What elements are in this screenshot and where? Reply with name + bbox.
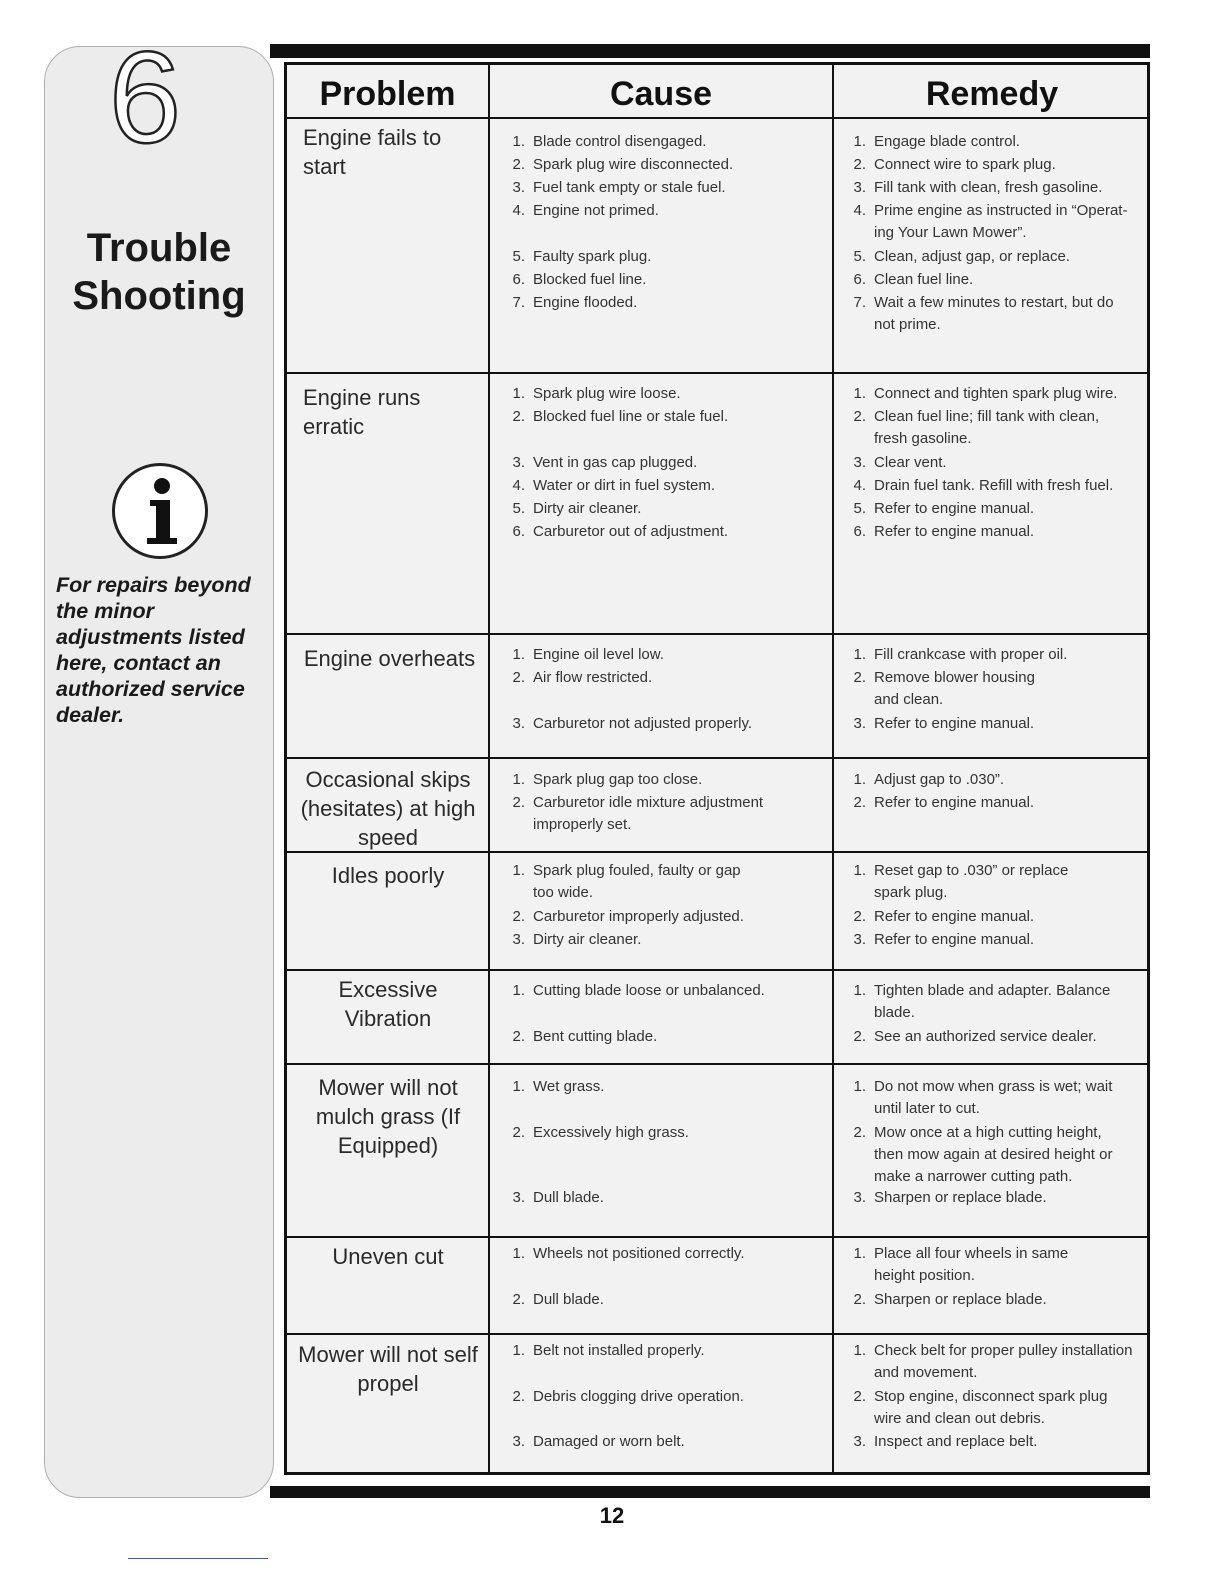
footer-link-underline (128, 1558, 268, 1559)
section-title (44, 224, 274, 320)
problem-cell: Engine fails to start (303, 125, 442, 179)
remedy-item-number: 2. (853, 908, 866, 925)
remedy-item-number: 3. (853, 1433, 866, 1450)
cause-item-text: Excessively high grass. (533, 1124, 689, 1141)
remedy-item-number: 1. (853, 133, 866, 150)
cause-item-number: 1. (512, 982, 525, 999)
cause-item-text: Fuel tank empty or stale fuel. (533, 179, 726, 196)
cause-item-number: 2. (512, 1124, 525, 1141)
cause-item-text: Engine flooded. (533, 294, 638, 311)
remedy-item-text: Prime engine as instructed in “Operat- ing Your Lawn Mower”. (874, 202, 1128, 241)
remedy-item-text: Refer to engine manual. (874, 908, 1035, 925)
section-title-line-2: Shooting (72, 274, 246, 318)
info-icon (112, 463, 208, 559)
problem-cell: Uneven cut (332, 1244, 444, 1269)
remedy-item-text: Refer to engine manual. (874, 523, 1035, 540)
cause-item-number: 2. (512, 408, 525, 425)
cause-item-text: Dull blade. (533, 1291, 604, 1308)
cause-item-text: Spark plug wire loose. (533, 385, 681, 402)
problem-cell: Occasional skips (hesitates) at high speed (300, 767, 476, 850)
row-divider (287, 757, 1147, 759)
column-divider (488, 65, 490, 1472)
problem-cell: Excessive Vibration (338, 977, 438, 1031)
remedy-item-number: 3. (853, 931, 866, 948)
remedy-item-number: 2. (853, 1028, 866, 1045)
remedy-item-text: Refer to engine manual. (874, 500, 1035, 517)
remedy-item-number: 1. (853, 771, 866, 788)
bottom-rule (270, 1486, 1150, 1498)
remedy-item-number: 1. (853, 1342, 866, 1359)
cause-item-text: Blocked fuel line or stale fuel. (533, 408, 729, 425)
remedy-item-text: Sharpen or replace blade. (874, 1291, 1047, 1308)
remedy-item-number: 3. (853, 1189, 866, 1206)
remedy-item-number: 5. (853, 500, 866, 517)
remedy-item-text: Wait a few minutes to restart, but do not prime. (874, 294, 1114, 333)
row-divider (287, 1236, 1147, 1238)
cause-item-number: 7. (512, 294, 525, 311)
remedy-item-number: 1. (853, 862, 866, 879)
cause-item-text: Carburetor improperly adjusted. (533, 908, 744, 925)
cause-item-text: Blade control disengaged. (533, 133, 707, 150)
cause-item-number: 1. (512, 1078, 525, 1095)
remedy-item-text: Mow once at a high cutting height, then mow again at desired height or make a narrower cutting path. (874, 1124, 1113, 1185)
remedy-item-number: 2. (853, 156, 866, 173)
cause-item-number: 2. (512, 1291, 525, 1308)
cause-item-number: 5. (512, 500, 525, 517)
cause-item-number: 4. (512, 477, 525, 494)
row-divider (287, 1063, 1147, 1065)
column-divider (832, 65, 834, 1472)
remedy-item-text: Tighten blade and adapter. Balance blade. (874, 982, 1111, 1021)
remedy-item-number: 3. (853, 454, 866, 471)
cause-item-text: Vent in gas cap plugged. (533, 454, 698, 471)
cause-item-number: 1. (512, 862, 525, 879)
cause-item-text: Debris clogging drive operation. (533, 1388, 744, 1405)
cause-item-number: 2. (512, 1388, 525, 1405)
row-divider (287, 969, 1147, 971)
cause-item-text: Spark plug wire disconnected. (533, 156, 734, 173)
cause-item-text: Carburetor not adjusted properly. (533, 715, 753, 732)
section-title-line-1: Trouble (86, 226, 232, 270)
remedy-item-number: 2. (853, 1388, 866, 1405)
remedy-item-number: 4. (853, 477, 866, 494)
problem-cell: Engine runs erratic (303, 385, 421, 439)
service-dealer-note: For repairs beyond the minor adjustments listed here, contact an authorized service dealer. (56, 573, 251, 727)
remedy-item-text: Refer to engine manual. (874, 931, 1035, 948)
remedy-item-number: 2. (853, 408, 866, 425)
cause-item-number: 1. (512, 133, 525, 150)
remedy-item-number: 7. (853, 294, 866, 311)
remedy-item-text: Remove blower housing and clean. (874, 669, 1035, 708)
cause-item-number: 3. (512, 1189, 525, 1206)
remedy-item-text: Inspect and replace belt. (874, 1433, 1038, 1450)
cause-item-text: Dull blade. (533, 1189, 604, 1206)
remedy-item-text: Reset gap to .030” or replace spark plug. (874, 862, 1069, 901)
cause-item-text: Faulty spark plug. (533, 248, 652, 265)
cause-item-text: Blocked fuel line. (533, 271, 647, 288)
remedy-item-text: Place all four wheels in same height position. (874, 1245, 1069, 1284)
remedy-item-text: Connect and tighten spark plug wire. (874, 385, 1118, 402)
remedy-item-number: 1. (853, 1245, 866, 1262)
remedy-item-text: Refer to engine manual. (874, 715, 1035, 732)
remedy-item-text: Do not mow when grass is wet; wait until later to cut. (874, 1078, 1113, 1117)
row-divider (287, 633, 1147, 635)
remedy-item-text: Clear vent. (874, 454, 947, 471)
remedy-item-text: Clean fuel line. (874, 271, 974, 288)
problem-cell: Idles poorly (331, 863, 445, 888)
remedy-item-text: Clean fuel line; fill tank with clean, fresh gasoline. (874, 408, 1100, 447)
cause-item-number: 5. (512, 248, 525, 265)
remedy-item-text: Stop engine, disconnect spark plug wire and clean out debris. (874, 1388, 1108, 1427)
cause-item-number: 1. (512, 1245, 525, 1262)
cause-item-text: Cutting blade loose or unbalanced. (533, 982, 765, 999)
cause-item-text: Belt not installed properly. (533, 1342, 705, 1359)
cause-item-text: Dirty air cleaner. (533, 500, 642, 517)
cause-item-text: Engine not primed. (533, 202, 659, 219)
remedy-item-text: Adjust gap to .030”. (874, 771, 1005, 788)
header-problem: Problem (319, 75, 456, 113)
remedy-item-number: 1. (853, 982, 866, 999)
cause-item-text: Carburetor out of adjustment. (533, 523, 729, 540)
cause-item-number: 6. (512, 523, 525, 540)
cause-item-text: Wheels not positioned correctly. (533, 1245, 745, 1262)
remedy-item-number: 1. (853, 1078, 866, 1095)
row-divider (287, 372, 1147, 374)
cause-item-number: 3. (512, 1433, 525, 1450)
cause-item-text: Bent cutting blade. (533, 1028, 658, 1045)
remedy-item-text: Refer to engine manual. (874, 794, 1035, 811)
cause-item-number: 1. (512, 385, 525, 402)
remedy-item-number: 6. (853, 523, 866, 540)
cause-item-number: 3. (512, 179, 525, 196)
cause-item-text: Spark plug fouled, faulty or gap too wide. (533, 862, 741, 901)
cause-item-text: Spark plug gap too close. (533, 771, 703, 788)
row-divider (287, 1333, 1147, 1335)
remedy-item-number: 3. (853, 715, 866, 732)
cause-item-number: 3. (512, 931, 525, 948)
cause-item-text: Wet grass. (533, 1078, 605, 1095)
cause-item-number: 4. (512, 202, 525, 219)
cause-item-number: 2. (512, 794, 525, 811)
remedy-item-text: Engage blade control. (874, 133, 1020, 150)
remedy-item-number: 2. (853, 1124, 866, 1141)
problem-cell: Mower will not self propel (298, 1342, 478, 1396)
cause-item-number: 3. (512, 715, 525, 732)
remedy-item-text: Fill tank with clean, fresh gasoline. (874, 179, 1103, 196)
remedy-item-number: 1. (853, 385, 866, 402)
cause-item-number: 3. (512, 454, 525, 471)
cause-item-text: Carburetor idle mixture adjustment improperly set. (533, 794, 764, 833)
remedy-item-number: 3. (853, 179, 866, 196)
remedy-item-text: Sharpen or replace blade. (874, 1189, 1047, 1206)
cause-item-text: Damaged or worn belt. (533, 1433, 685, 1450)
cause-item-number: 2. (512, 669, 525, 686)
remedy-item-number: 2. (853, 794, 866, 811)
remedy-item-text: See an authorized service dealer. (874, 1028, 1097, 1045)
cause-item-number: 6. (512, 271, 525, 288)
header-cause: Cause (609, 75, 713, 113)
remedy-item-number: 2. (853, 669, 866, 686)
remedy-item-text: Connect wire to spark plug. (874, 156, 1056, 173)
cause-item-text: Dirty air cleaner. (533, 931, 642, 948)
cause-item-number: 2. (512, 908, 525, 925)
cause-item-number: 1. (512, 771, 525, 788)
remedy-item-text: Clean, adjust gap, or replace. (874, 248, 1070, 265)
cause-item-number: 1. (512, 1342, 525, 1359)
remedy-item-number: 2. (853, 1291, 866, 1308)
problem-cell: Engine overheats (303, 646, 476, 671)
page-number: 12 (599, 1503, 625, 1528)
cause-item-text: Water or dirt in fuel system. (533, 477, 715, 494)
remedy-item-number: 1. (853, 646, 866, 663)
header-remedy: Remedy (925, 75, 1059, 113)
remedy-item-text: Check belt for proper pulley installation and movement. (874, 1342, 1133, 1381)
cause-item-text: Air flow restricted. (533, 669, 653, 686)
cause-item-number: 2. (512, 156, 525, 173)
remedy-item-number: 5. (853, 248, 866, 265)
remedy-item-text: Fill crankcase with proper oil. (874, 646, 1068, 663)
remedy-item-text: Drain fuel tank. Refill with fresh fuel. (874, 477, 1114, 494)
cause-item-number: 1. (512, 646, 525, 663)
cause-item-number: 2. (512, 1028, 525, 1045)
remedy-item-number: 6. (853, 271, 866, 288)
top-rule (270, 44, 1150, 58)
chapter-number: 6 (108, 24, 182, 170)
cause-item-text: Engine oil level low. (533, 646, 664, 663)
troubleshooting-table (284, 62, 1150, 1475)
remedy-item-number: 4. (853, 202, 866, 219)
problem-cell: Mower will not mulch grass (If Equipped) (315, 1075, 461, 1158)
